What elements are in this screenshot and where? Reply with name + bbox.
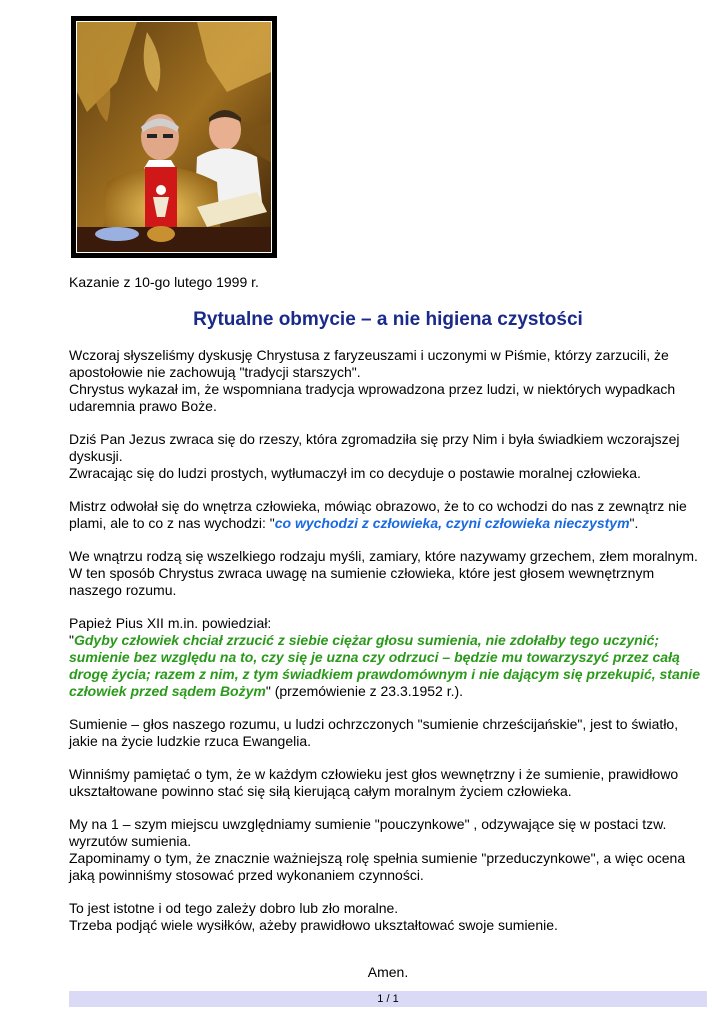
page-footer — [69, 991, 707, 1007]
paragraph-text: ". — [629, 515, 639, 531]
paragraph-line: Wczoraj słyszeliśmy dyskusję Chrystusa z faryzeuszami i uczonymi w Piśmie, którzy zarzucili, że apostołowie nie zachowują "tradycji starszych". — [69, 347, 669, 380]
paragraph-line: Dziś Pan Jezus zwraca się do rzeszy, która zgromadziła się przy Nim i była świadkiem wczorajszej dyskusji. — [69, 431, 680, 464]
paragraph-line: Chrystus wykazał im, że wspomniana tradycja wprowadzona przez ludzi, w niektórych wypadkach udaremnia prawo Boże. — [69, 381, 676, 414]
priests-photo — [76, 21, 272, 253]
paragraph-line: Zwracając się do ludzi prostych, wytłumaczył im co decyduje o postawie moralnej człowieka. — [69, 465, 641, 481]
quote-open: " — [69, 632, 74, 648]
paragraph — [69, 816, 709, 884]
paragraph-line: We wnątrzu rodzą się wszelkiego rodzaju myśli, zamiary, które nazywamy grzechem, złem moralnym. — [69, 548, 698, 564]
paragraph-line: Papież Pius XII m.in. powiedział: — [69, 615, 272, 631]
paragraph: Sumienie – głos naszego rozumu, u ludzi ochrzczonych "sumienie chrześcijańskie", jest to światło, jakie na życie ludzkie rzuca Ewangelia. — [69, 716, 679, 749]
paragraph-line: To jest istotne i od tego zależy dobro lub zło moralne. — [69, 900, 399, 916]
sermon-date: Kazanie z 10-go lutego 1999 r. — [69, 274, 259, 290]
paragraph-line: Zapominamy o tym, że znacznie ważniejszą rolę spełnia sumienie "przeduczynkowe", a więc ocena jaką powinniśmy stosować przed wykonaniem czynności. — [69, 850, 686, 883]
sermon-body — [69, 347, 709, 950]
paragraph — [69, 615, 709, 700]
paragraph-line: Trzeba podjąć wiele wysiłków, ażeby prawidłowo ukształtować swoje sumienie. — [69, 917, 558, 933]
paragraph-line: My na 1 – szym miejscu uwzględniamy sumienie "pouczynkowe" , odzywające się w postaci tzw. wyrzutów sumienia. — [69, 816, 667, 849]
paragraph-text: Mistrz odwołał się do wnętrza człowieka, mówiąc obrazowo, że to co wchodzi do nas z zewnątrz nie plami, ale to co z nas wychodzi: " — [69, 498, 687, 531]
paragraph-text: " (przemówienie z 23.3.1952 r.). — [265, 683, 464, 699]
paragraph — [69, 431, 709, 482]
page-number: 1 / 1 — [377, 993, 399, 1005]
gospel-quote: co wychodzi z człowieka, czyni człowieka nieczystym — [274, 515, 630, 531]
paragraph — [69, 548, 709, 599]
paragraph — [69, 347, 709, 415]
closing-amen: Amen. — [367, 964, 409, 980]
paragraph-line: W ten sposób Chrystus zwraca uwagę na sumienie człowieka, które jest głosem wewnętrznym naszego rozumu. — [69, 565, 655, 598]
photo-frame — [71, 16, 277, 258]
pope-quote: Gdyby człowiek chciał zrzucić z siebie ciężar głosu sumienia, nie zdołałby tego uczynić; sumienie bez względu na to, czy się je uzna czy odrzuci – będzie mu towarzyszyć przez całą drogę życia; razem z nim, z tym świadkiem prawdomównym i nie dającym się przekupić, stanie człowiek przed sądem Bożym — [69, 632, 700, 699]
page-title: Rytualne obmycie – a nie higiena czystości — [193, 309, 583, 330]
paragraph: Winniśmy pamiętać o tym, że w każdym człowieku jest głos wewnętrzny i że sumienie, prawidłowo ukształtowane powinno stać się siłą kierującą całym moralnym życiem człowieka. — [69, 766, 679, 799]
paragraph — [69, 900, 709, 934]
paragraph — [69, 498, 709, 532]
